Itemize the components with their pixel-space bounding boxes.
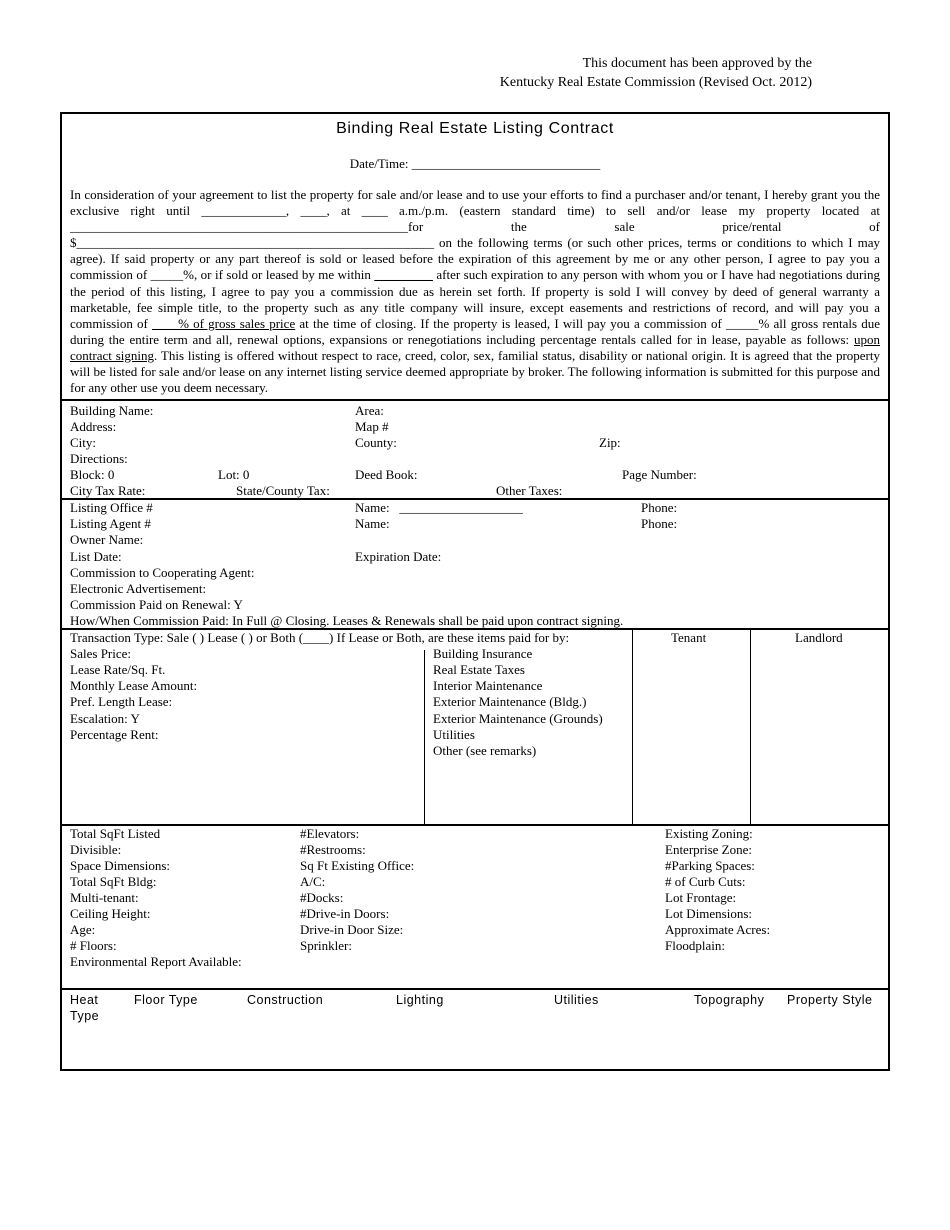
floor-type-header: Floor Type — [134, 993, 198, 1007]
deed-book-label: Deed Book: — [355, 467, 418, 482]
agent-name-label: Name: — [355, 516, 390, 531]
features-section — [62, 988, 888, 1071]
sales-price-label: Sales Price: — [70, 646, 132, 661]
address-label: Address: — [70, 419, 117, 434]
county-label: County: — [355, 435, 397, 450]
building-feature: Sprinkler: — [300, 938, 352, 953]
contract-terms — [70, 187, 880, 396]
expense-item: Other (see remarks) — [433, 743, 537, 758]
state-tax-label: State/County Tax: — [236, 483, 330, 498]
listing-agent-label: Listing Agent # — [70, 516, 151, 531]
building-detail: Environmental Report Available: — [70, 954, 242, 969]
expiration-date-label: Expiration Date: — [355, 549, 442, 564]
building-feature: Drive-in Door Size: — [300, 922, 404, 937]
lease-rate-label: Lease Rate/Sq. Ft. — [70, 662, 166, 677]
location-section — [62, 399, 888, 498]
building-detail: Total SqFt Listed — [70, 826, 161, 841]
block-label: Block: 0 — [70, 467, 115, 482]
site-detail: Approximate Acres: — [665, 922, 771, 937]
utilities-header: Utilities — [554, 993, 599, 1007]
building-detail: Multi-tenant: — [70, 890, 139, 905]
site-detail: #Parking Spaces: — [665, 858, 755, 873]
site-detail: Existing Zoning: — [665, 826, 753, 841]
site-detail: Lot Dimensions: — [665, 906, 753, 921]
approval-line-2: Kentucky Real Estate Commission (Revised Oct. 2012) — [499, 75, 812, 90]
escalation-label: Escalation: Y — [70, 711, 140, 726]
zip-label: Zip: — [599, 435, 621, 450]
expense-item: Interior Maintenance — [433, 678, 543, 693]
lot-label: Lot: 0 — [218, 467, 250, 482]
site-detail: Lot Frontage: — [665, 890, 737, 905]
landlord-header: Landlord — [795, 630, 843, 645]
approval-notice — [440, 54, 812, 92]
renewal-commission-label: Commission Paid on Renewal: Y — [70, 597, 243, 612]
tenant-header: Tenant — [671, 630, 707, 645]
building-name-label: Building Name: — [70, 403, 154, 418]
transaction-type-label: Transaction Type: Sale ( ) Lease ( ) or Both (____) If Lease or Both, are these items paid for by: — [70, 630, 570, 645]
listing-contract-form — [60, 112, 890, 1071]
expense-item: Utilities — [433, 727, 475, 742]
transaction-section — [62, 628, 888, 824]
building-detail: # Floors: — [70, 938, 117, 953]
expense-item: Building Insurance — [433, 646, 533, 661]
site-detail: Floodplain: — [665, 938, 725, 953]
lighting-header: Lighting — [396, 993, 444, 1007]
within-blank: _________ — [374, 267, 433, 283]
property-style-header: Property Style — [787, 993, 873, 1007]
building-detail: Divisible: — [70, 842, 122, 857]
area-label: Area: — [355, 403, 384, 418]
list-date-label: List Date: — [70, 549, 122, 564]
divider-landlord — [750, 630, 751, 824]
upon-contract-signing: upon contract signing — [70, 331, 880, 363]
heat-header: Heat — [70, 993, 99, 1007]
divider-items — [424, 650, 425, 824]
coop-commission-label: Commission to Cooperating Agent: — [70, 565, 255, 580]
office-name-blank: ___________________ — [399, 500, 523, 515]
site-detail: Enterprise Zone: — [665, 842, 752, 857]
office-name-label — [355, 500, 523, 516]
electronic-ad-label: Electronic Advertisement: — [70, 581, 207, 596]
divider-tenant — [632, 630, 633, 824]
page-number-label: Page Number: — [622, 467, 697, 482]
construction-header: Construction — [247, 993, 324, 1007]
site-detail: # of Curb Cuts: — [665, 874, 746, 889]
other-taxes-label: Other Taxes: — [496, 483, 563, 498]
agent-phone-label: Phone: — [641, 516, 678, 531]
map-label: Map # — [355, 419, 389, 434]
city-tax-label: City Tax Rate: — [70, 483, 146, 498]
form-title: Binding Real Estate Listing Contract — [336, 120, 614, 137]
owner-name-label: Owner Name: — [70, 532, 144, 547]
building-details-section — [62, 824, 888, 988]
date-time-field: Date/Time: _____________________________ — [349, 156, 601, 171]
city-label: City: — [70, 435, 97, 450]
building-detail: Age: — [70, 922, 96, 937]
monthly-lease-label: Monthly Lease Amount: — [70, 678, 198, 693]
approval-line-1: This document has been approved by the — [582, 56, 812, 71]
building-feature: A/C: — [300, 874, 326, 889]
gross-sales-price: ____% of gross sales price — [152, 315, 296, 331]
expense-item: Real Estate Taxes — [433, 662, 525, 677]
building-feature: Sq Ft Existing Office: — [300, 858, 415, 873]
building-feature: #Drive-in Doors: — [300, 906, 390, 921]
expense-item: Exterior Maintenance (Grounds) — [433, 711, 603, 726]
listing-office-label: Listing Office # — [70, 500, 153, 515]
building-feature: #Docks: — [300, 890, 344, 905]
building-detail: Ceiling Height: — [70, 906, 151, 921]
building-detail: Space Dimensions: — [70, 858, 171, 873]
terms-part-1: In consideration of your agreement to list the property for sale and/or lease and to use your efforts to find a purchaser and/or tenant, I hereby grant you the exclusive right until _____________, ____, at ____ a.m./p.m. (eastern standard time) to sell and/or lease my property located at ____________________________________________________for the sale price/rental of $_______________________________________________________ on the following terms (or such other prices, terms or conditions to which I may agree). If said property or any part thereof is sold or leased before the expiration of this agreement by me or any other person, I agree to pay you a commission of _____%, or if sold or leased by me within — [70, 187, 880, 283]
terms-part-3: at the time of closing. If the property is leased, I will pay you a commission of _____% all gross rentals due during the entire term and all, renewal options, expansions or renegotiations including percentage rentals called for in lease, payable as follows: — [70, 315, 880, 347]
building-detail: Total SqFt Bldg: — [70, 874, 157, 889]
percentage-rent-label: Percentage Rent: — [70, 727, 159, 742]
heat-type-header: Type — [70, 1009, 100, 1023]
building-feature: #Elevators: — [300, 826, 360, 841]
building-feature: #Restrooms: — [300, 842, 366, 857]
terms-part-2: after such expiration to any person with whom you or I have had negotiations during the period of this listing, I agree to pay you a commission due as herein set forth. If property is sold I will convey by deed of general warranty a marketable, fee simple title, to the property such as any title company will insure, except easements and restrictions of record, and will pay you a commission of — [70, 267, 881, 331]
office-phone-label: Phone: — [641, 500, 678, 515]
pref-length-label: Pref. Length Lease: — [70, 694, 173, 709]
topography-header: Topography — [694, 993, 765, 1007]
listing-section — [62, 498, 888, 628]
directions-label: Directions: — [70, 451, 128, 466]
terms-part-4: . This listing is offered without respect to race, creed, color, sex, familial status, disability or national origin. It is agreed that the property will be listed for sale and/or lease on any internet listing service deemed appropriate by broker. The following information is submitted for this purpose and for any other use you deem necessary. — [70, 347, 880, 396]
expense-item: Exterior Maintenance (Bldg.) — [433, 694, 587, 709]
office-name-text: Name: — [355, 500, 390, 515]
how-when-commission-label: How/When Commission Paid: In Full @ Closing. Leases & Renewals shall be paid upon contract signing. — [70, 613, 624, 628]
